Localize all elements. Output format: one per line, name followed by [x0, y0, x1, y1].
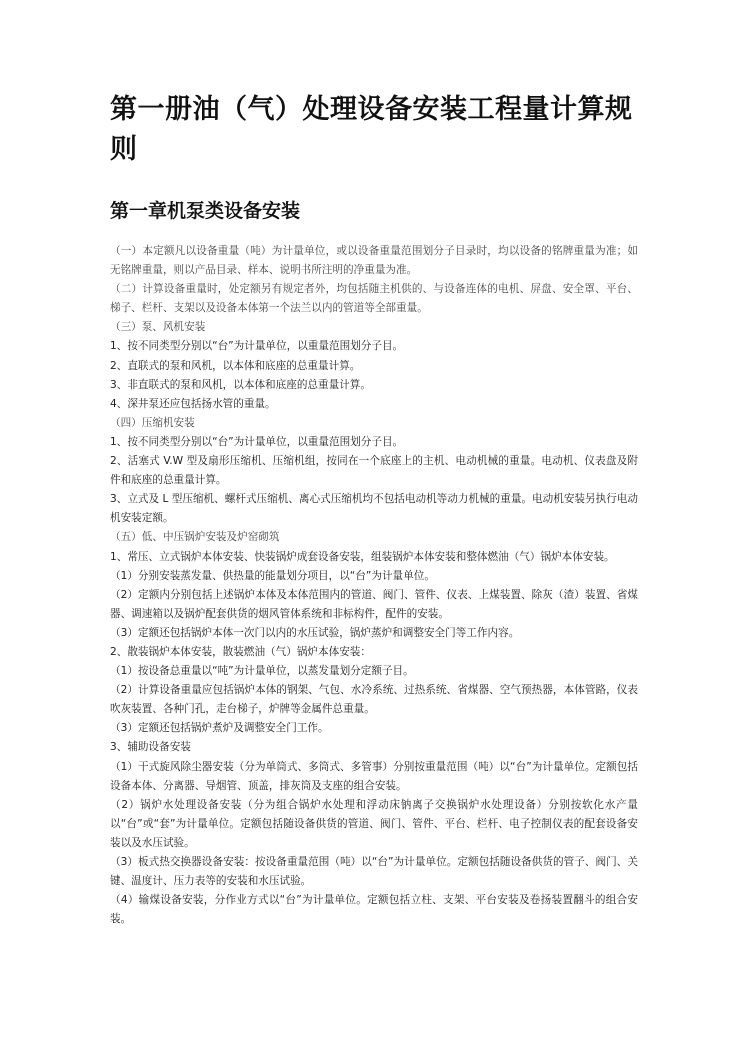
paragraph: （四）压缩机安装 [110, 416, 195, 429]
paragraph: 4、深井泵还应包括扬水管的重量。 [110, 397, 276, 410]
paragraph: 2、直联式的泵和风机，以本体和底座的总重量计算。 [110, 359, 361, 372]
paragraph: （1）干式旋风除尘器安装（分为单筒式、多筒式、多管事）分别按重量范围（吨）以“台”为计量单位。定额包括设备本体、分离器、导烟管、顶盖，排灰筒及支座的组合安装。 [110, 760, 638, 792]
paragraph: （1）按设备总重量以“吨”为计量单位，以蒸发量划分定额子目。 [110, 665, 414, 678]
paragraph: 1、按不同类型分别以“台”为计量单位，以重量范围划分子目。 [110, 435, 404, 448]
paragraph: 1、按不同类型分别以“台”为计量单位，以重量范围划分子目。 [110, 340, 404, 353]
paragraph: 3、辅助设备安装 [110, 741, 191, 754]
paragraph: （一）本定额凡以设备重量（吨）为计量单位，或以设备重量范围划分子目录时，均以设备的铭牌重量为准；如无铭牌重量，则以产品目录、样本、说明书所注明的净重量为准。 [110, 245, 638, 277]
paragraph: 1、常压、立式锅炉本体安装、快装锅炉成套设备安装，组装锅炉本体安装和整体燃油（气）锅炉本体安装。 [110, 550, 615, 563]
paragraph: （3）板式热交换器设备安装：按设备重量范围（吨）以“台”为计量单位。定额包括随设备供货的管子、阀门、关键、温度计、压力表等的安装和水压试验。 [110, 856, 638, 888]
document-title: 第一册油（气）处理设备安装工程量计算规则 [110, 94, 633, 165]
paragraph: 2、散装锅炉本体安装，散装燃油（气）锅炉本体安装： [110, 645, 371, 658]
paragraph: （3）定额还包括锅炉煮炉及调整安全门工作。 [110, 722, 329, 735]
paragraph: （二）计算设备重量时，处定额另有规定者外，均包括随主机供的、与设备连体的电机、屏盘、安全罩、平台、梯子、栏杆、支架以及设备本体第一个法兰以内的管道等全部重量。 [110, 283, 638, 315]
paragraph: （4）输煤设备安装，分作业方式以“台”为计量单位。定额包括立柱、支架、平台安装及卷扬装置翻斗的组合安装。 [110, 894, 638, 926]
paragraph: （3）定额还包括锅炉本体一次门以内的水压试验，锅炉蒸炉和调整安全门等工作内容。 [110, 626, 520, 639]
paragraph: （1）分别安装蒸发量、供热量的能量划分项目，以“台”为计量单位。 [110, 569, 435, 582]
paragraph: 3、立式及 L 型压缩机、螺杆式压缩机、离心式压缩机均不包括电动机等动力机械的重量。电动机安装另执行电动机安装定额。 [110, 493, 638, 525]
paragraph: （2）计算设备重量应包括锅炉本体的钢架、气包、水冷系统、过热系统、省煤器、空气预热器，本体管路，仪表吹灰装置、各种门孔，走台梯子，炉牌等金属件总重量。 [110, 684, 638, 716]
chapter-title: 第一章机泵类设备安装 [110, 200, 301, 222]
paragraph: 3、非直联式的泵和风机，以本体和底座的总重量计算。 [110, 378, 371, 391]
document-body [110, 242, 638, 929]
paragraph: （2）锅炉水处理设备安装（分为组合锅炉水处理和浮动床钠离子交换锅炉水处理设备）分别按软化水产量以“台”或“套”为计量单位。定额包括随设备供货的管道、阀门、管件、平台、栏杆、电子控制仪表的配套设备安装以及水压试验。 [110, 798, 638, 849]
paragraph: （三）泵、风机安装 [110, 321, 206, 334]
paragraph: 2、活塞式 V.W 型及扇形压缩机、压缩机组，按同在一个底座上的主机、电动机械的重量。电动机、仪表盘及附件和底座的总重量计算。 [110, 455, 638, 487]
paragraph: （2）定额内分别包括上述锅炉本体及本体范围内的管道、阀门、管件、仪表、上煤装置、除灰（渣）装置、省煤器、调速箱以及锅炉配套供货的烟风管体系统和非标构件，配件的安装。 [110, 588, 638, 620]
document-page [110, 90, 638, 929]
paragraph: （五）低、中压锅炉安装及炉窑砌筑 [110, 531, 280, 544]
